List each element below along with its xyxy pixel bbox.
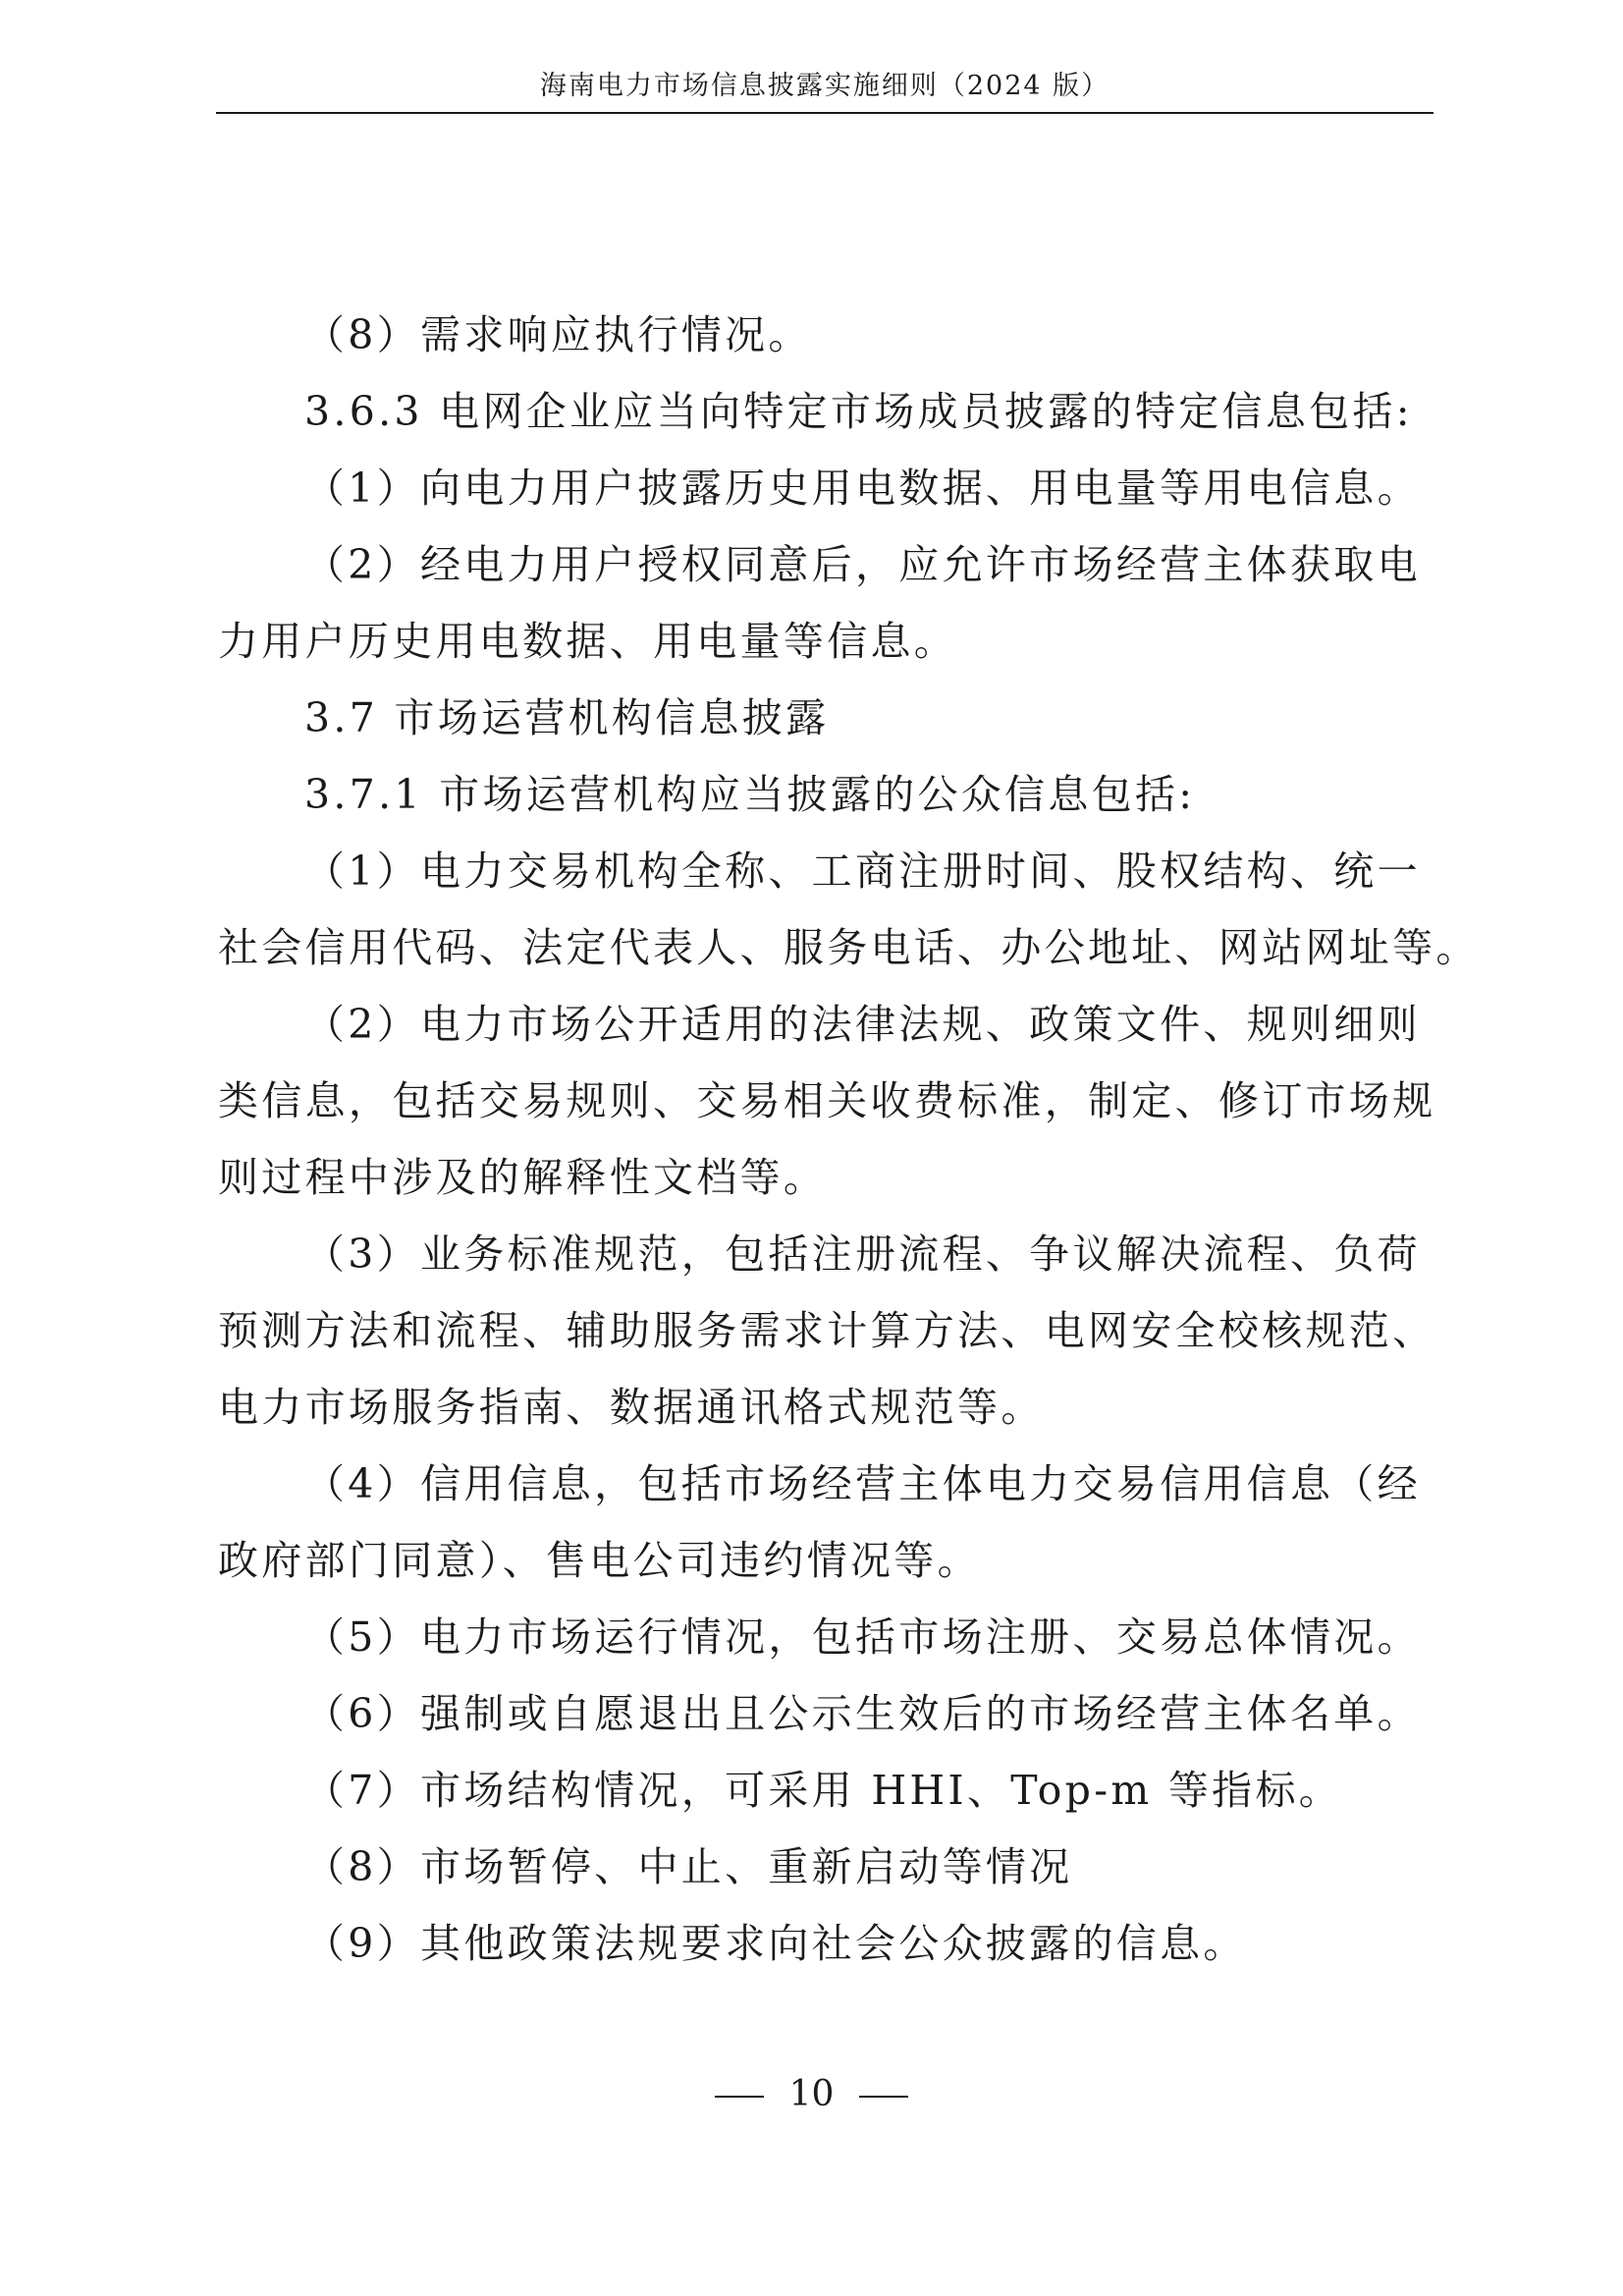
paragraph-market-operation [218, 1599, 1439, 1675]
paragraph-credit-info [218, 1446, 1439, 1599]
paragraph-line: 3.7 市场运营机构信息披露 [304, 694, 830, 741]
paragraph-line: 3.6.3 电网企业应当向特定市场成员披露的特定信息包括: [304, 388, 1413, 435]
footer-dash-left [715, 2096, 764, 2098]
paragraph-line: （7）市场结构情况，可采用 HHI、Top-m 等指标。 [304, 1767, 1343, 1814]
section-3-7-heading [218, 680, 1439, 756]
paragraph-business-standards [218, 1216, 1439, 1446]
paragraph-line: 类信息，包括交易规则、交易相关收费标准，制定、修订市场规 [218, 1077, 1436, 1124]
footer-dash-right [859, 2096, 908, 2098]
paragraph-line: （6）强制或自愿退出且公示生效后的市场经营主体名单。 [304, 1690, 1421, 1737]
page-footer [0, 2070, 1623, 2119]
paragraph-line: （8）市场暂停、中止、重新启动等情况 [304, 1843, 1073, 1890]
section-3-7-1-heading [218, 756, 1439, 833]
paragraph-line: （4）信用信息，包括市场经营主体电力交易信用信息（经 [304, 1460, 1421, 1507]
paragraph-market-suspension [218, 1829, 1439, 1905]
paragraph-line: （2）经电力用户授权同意后，应允许市场经营主体获取电 [304, 541, 1421, 588]
section-3-6-3-heading [218, 373, 1439, 450]
document-body [218, 297, 1480, 1982]
paragraph-line: 力用户历史用电数据、用电量等信息。 [218, 618, 958, 665]
header-rule [216, 112, 1434, 114]
paragraph-demand-response-execution [218, 297, 1439, 373]
paragraph-line: （5）电力市场运行情况，包括市场注册、交易总体情况。 [304, 1613, 1421, 1661]
paragraph-line: 则过程中涉及的解释性文档等。 [218, 1154, 828, 1201]
paragraph-line: 社会信用代码、法定代表人、服务电话、办公地址、网站网址等。 [218, 924, 1480, 971]
paragraph-other-public-info [218, 1905, 1439, 1982]
paragraph-line: 预测方法和流程、辅助服务需求计算方法、电网安全校核规范、 [218, 1307, 1436, 1354]
paragraph-line: （1）向电力用户披露历史用电数据、用电量等用电信息。 [304, 465, 1421, 512]
paragraph-line: （8）需求响应执行情况。 [304, 311, 812, 358]
paragraph-line: 电力市场服务指南、数据通讯格式规范等。 [218, 1384, 1045, 1431]
paragraph-market-structure [218, 1752, 1439, 1829]
paragraph-exchange-basic-info [218, 833, 1480, 986]
paragraph-line: （3）业务标准规范，包括注册流程、争议解决流程、负荷 [304, 1230, 1421, 1278]
paragraph-user-consumption-data [218, 450, 1439, 526]
paragraph-line: （1）电力交易机构全称、工商注册时间、股权结构、统一 [304, 847, 1421, 895]
paragraph-line: （9）其他政策法规要求向社会公众披露的信息。 [304, 1920, 1247, 1967]
paragraph-exited-entities [218, 1675, 1439, 1752]
paragraph-line: （2）电力市场公开适用的法律法规、政策文件、规则细则 [304, 1001, 1421, 1048]
paragraph-line: 政府部门同意）、售电公司违约情况等。 [218, 1537, 981, 1584]
page-number: 10 [788, 2074, 835, 2114]
paragraph-laws-and-rules [218, 986, 1439, 1216]
running-header: 海南电力市场信息披露实施细则（2024 版） [539, 71, 1110, 101]
paragraph-authorized-access [218, 526, 1439, 680]
paragraph-line: 3.7.1 市场运营机构应当披露的公众信息包括: [304, 771, 1196, 818]
